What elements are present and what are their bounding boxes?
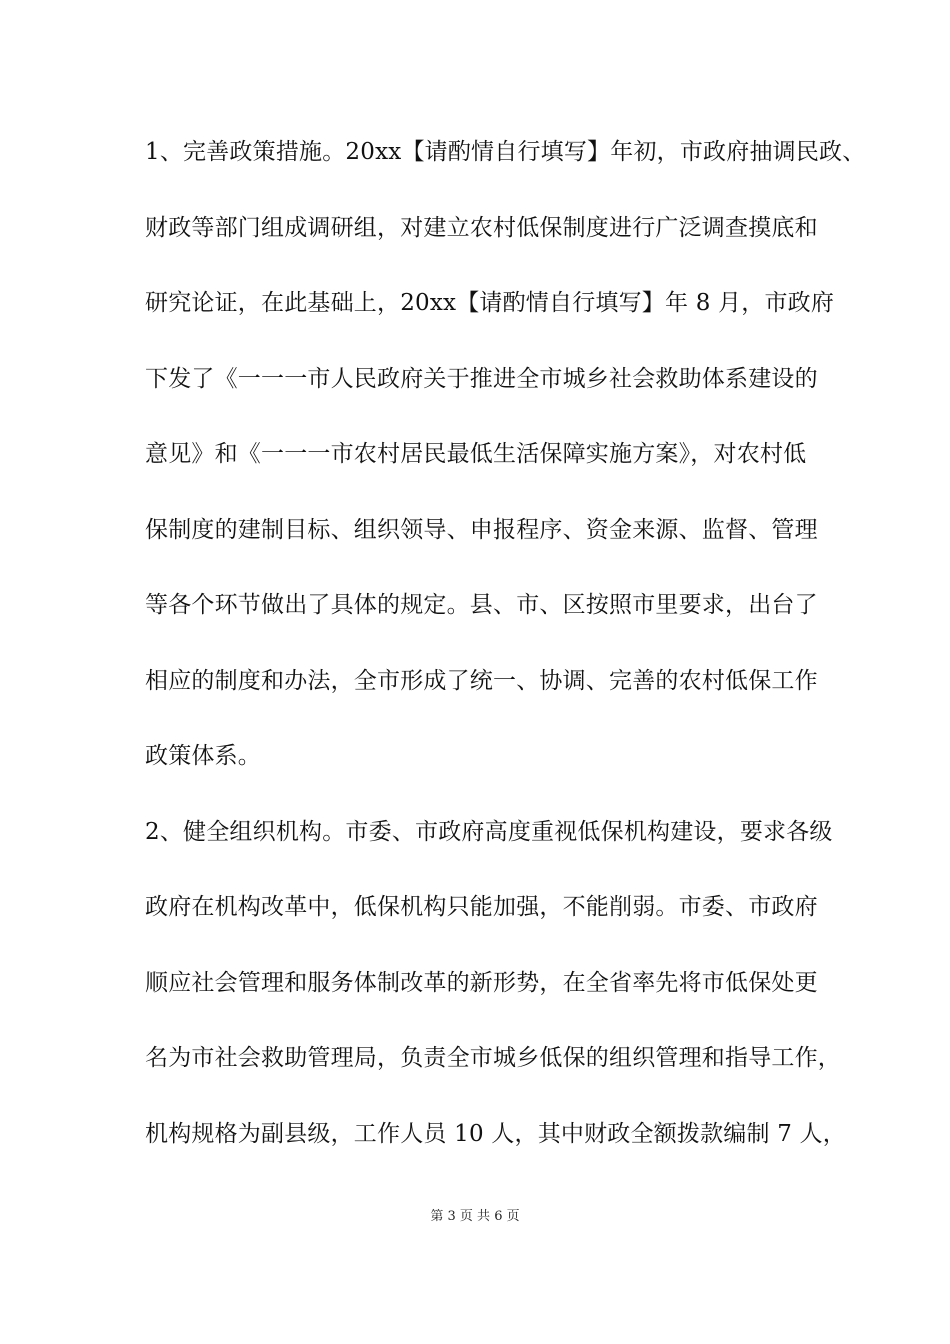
paragraph-1-line: 意见》和《一一一市农村居民最低生活保障实施方案》，对农村低 (145, 441, 807, 467)
paragraph-2-line: 名为市社会救助管理局，负责全市城乡低保的组织管理和指导工作， (145, 1045, 841, 1071)
paragraph-1-line: 政策体系。 (145, 743, 261, 769)
paragraph-2-line: 机构规格为副县级，工作人员 10 人，其中财政全额拨款编制 7 人， (145, 1121, 846, 1147)
paragraph-1-line: 等各个环节做出了具体的规定。县、市、区按照市里要求，出台了 (145, 592, 818, 618)
paragraph-1-line: 财政等部门组成调研组，对建立农村低保制度进行广泛调查摸底和 (145, 215, 818, 241)
paragraph-2-line: 2、健全组织机构。市委、市政府高度重视低保机构建设，要求各级 (145, 819, 833, 845)
paragraph-2-line: 顺应社会管理和服务体制改革的新形势，在全省率先将市低保处更 (145, 970, 818, 996)
paragraph-2-line: 政府在机构改革中，低保机构只能加强，不能削弱。市委、市政府 (145, 894, 818, 920)
page-footer: 第 3 页 共 6 页 (430, 1209, 520, 1224)
paragraph-1-line: 研究论证，在此基础上，20xx【请酌情自行填写】年 8 月，市政府 (145, 290, 835, 316)
paragraph-1-line: 相应的制度和办法，全市形成了统一、协调、完善的农村低保工作 (145, 668, 818, 694)
paragraph-1-line: 保制度的建制目标、组织领导、申报程序、资金来源、监督、管理 (145, 517, 818, 543)
paragraph-1-line: 1、完善政策措施。20xx【请酌情自行填写】年初，市政府抽调民政、 (145, 139, 866, 165)
paragraph-1-line: 下发了《一一一市人民政府关于推进全市城乡社会救助体系建设的 (145, 366, 818, 392)
